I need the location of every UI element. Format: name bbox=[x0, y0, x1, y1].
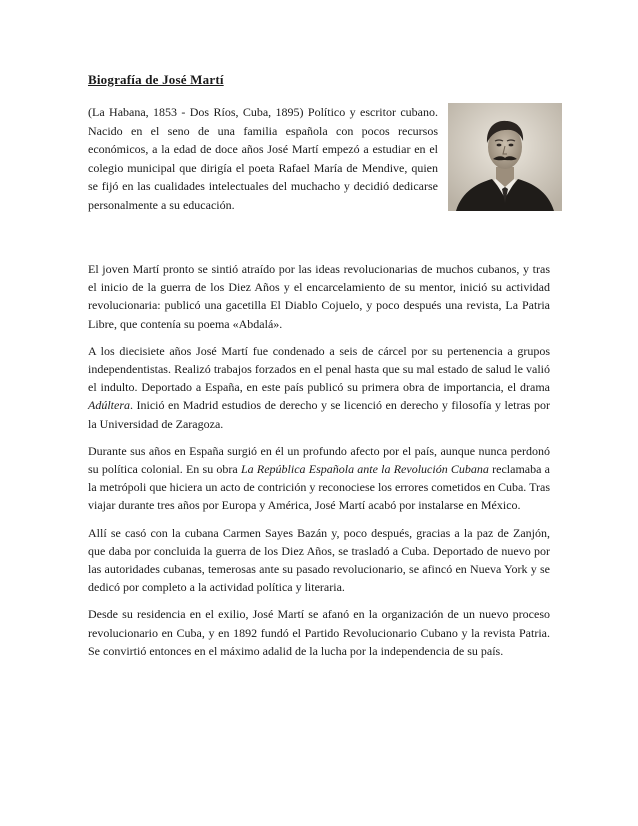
work-title-republica: La República Española ante la Revolución Cubana bbox=[240, 462, 489, 477]
paragraph-3-text-a: Durante sus años en España surgió en él un profundo afecto por el país, aunque nunca perdonó su política colonial. En su obra bbox=[88, 443, 550, 477]
paragraph-1: El joven Martí pronto se sintió atraído por las ideas revolucionarias de muchos cubanos, y tras el inicio de la guerra de los Diez Años y el encarcelamiento de su mentor, inició su actividad revolucionaria: publicó una gacetilla El Diablo Cojuelo, y poco después una revista, La Patria Libre, que contenía su poema «Abdalá». bbox=[88, 262, 550, 331]
page-title: Biografía de José Martí bbox=[88, 72, 224, 87]
paragraph-2 bbox=[88, 342, 550, 433]
intro-section bbox=[88, 103, 550, 250]
portrait-image bbox=[448, 103, 562, 211]
work-title-adultera: Adúltera bbox=[88, 398, 130, 413]
paragraph-2-text-b: . Inició en Madrid estudios de derecho y se licenció en derecho y filosofía y letras por la Universidad de Zaragoza. bbox=[88, 398, 550, 431]
paragraph-2-text-a: A los diecisiete años José Martí fue condenado a seis de cárcel por su pertenencia a grupos independentistas. Realizó trabajos forzados en el penal hasta que su mal estado de salud le valió el indulto. Deportado a España, en este país publicó su primera obra de importancia, el drama bbox=[88, 343, 550, 395]
paragraph-3-text-b: reclamaba a la metrópoli que hiciera un acto de contrición y reconociese los errores cometidos en Cuba. Tras viajar durante tres años por Europa y América, José Martí acabó por instalarse en México. bbox=[88, 462, 551, 513]
document-page bbox=[88, 72, 550, 669]
intro-paragraph: (La Habana, 1853 - Dos Ríos, Cuba, 1895) Político y escritor cubano. Nacido en el seno de una familia española con pocos recursos económicos, a la edad de doce años José Martí empezó a estudiar en el colegio municipal que dirigía el poeta Rafael María de Mendive, quien se fijó en las cualidades intelectuales del muchacho y decidió dedicarse personalmente a su educación. bbox=[88, 105, 438, 212]
paragraph-4: Allí se casó con la cubana Carmen Sayes Bazán y, poco después, gracias a la paz de Zanjón, que daba por concluida la guerra de los Diez Años, se trasladó a Cuba. Deportado de nuevo por las autoridades cubanas, temerosas ante su pasado revolucionario, se afincó en Nueva York y se dedicó por completo a la actividad política y literaria. bbox=[88, 525, 550, 595]
paragraph-5: Desde su residencia en el exilio, José Martí se afanó en la organización de un nuevo proceso revolucionario en Cuba, y en 1892 fundó el Partido Revolucionario Cubano y la revista Patria. Se convirtió entonces en el máximo adalid de la lucha por la independencia de su país. bbox=[88, 607, 550, 658]
paragraph-3 bbox=[88, 442, 550, 515]
portrait-photo bbox=[448, 103, 562, 211]
